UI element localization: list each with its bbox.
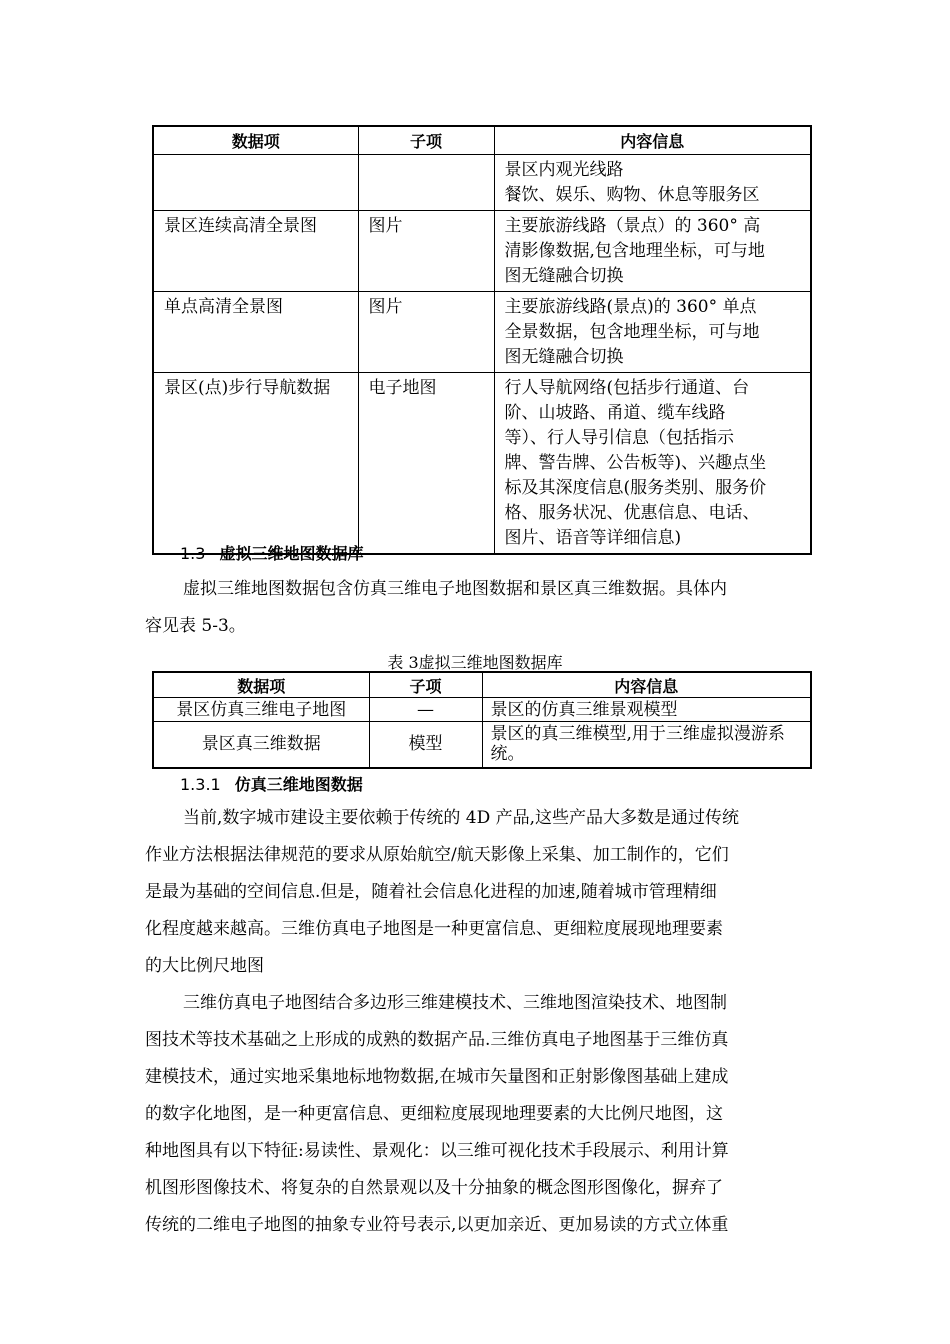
section-number: 1.3.1 bbox=[180, 775, 221, 794]
cell-content-line: 餐饮、娱乐、购物、休息等服务区 bbox=[504, 185, 760, 205]
paragraph-digital-city bbox=[145, 800, 810, 985]
header-data-item: 数据项 bbox=[153, 672, 369, 698]
cell-sub bbox=[358, 155, 494, 211]
cell-content-line: 格、服务状况、优惠信息、电话、 bbox=[504, 503, 760, 523]
paragraph-line: 的大比例尺地图 bbox=[145, 956, 264, 976]
paragraph-line: 化程度越来越高。三维仿真电子地图是一种更富信息、更细粒度展现地理要素 bbox=[145, 919, 723, 939]
table-row bbox=[153, 373, 811, 555]
paragraph-line: 图技术等技术基础之上形成的成熟的数据产品.三维仿真电子地图基于三维仿真 bbox=[145, 1030, 729, 1050]
cell-content bbox=[494, 211, 811, 292]
section-heading-1-3 bbox=[180, 541, 363, 564]
data-table-continued bbox=[152, 125, 812, 555]
section-heading-1-3-1 bbox=[180, 772, 363, 795]
paragraph-line: 容见表 5-3。 bbox=[145, 616, 246, 636]
cell-content-line: 图片、语音等详细信息) bbox=[504, 528, 682, 548]
cell-content-line: 图无缝融合切换 bbox=[504, 266, 624, 286]
cell-item: 景区(点)步行导航数据 bbox=[153, 373, 358, 555]
cell-content-line: 牌、警告牌、公告板等)、兴趣点坐 bbox=[504, 453, 767, 473]
cell-content-line: 行人导航网络(包括步行通道、台 bbox=[504, 378, 750, 398]
paragraph-line: 种地图具有以下特征:易读性、景观化：以三维可视化技术手段展示、利用计算 bbox=[145, 1141, 729, 1161]
cell-item: 景区仿真三维电子地图 bbox=[153, 698, 369, 722]
cell-content-line: 清影像数据,包含地理坐标，可与地 bbox=[504, 241, 765, 261]
cell-sub: 模型 bbox=[369, 722, 482, 768]
paragraph-line: 当前,数字城市建设主要依赖于传统的 4D 产品,这些产品大多数是通过传统 bbox=[183, 808, 740, 828]
table-row bbox=[153, 211, 811, 292]
table-row bbox=[153, 155, 811, 211]
cell-sub: 图片 bbox=[358, 292, 494, 373]
section-title: 虚拟三维地图数据库 bbox=[219, 544, 364, 563]
section-number: 1.3 bbox=[180, 544, 206, 563]
cell-item: 单点高清全景图 bbox=[153, 292, 358, 373]
paragraph-3d-map-features bbox=[145, 985, 810, 1244]
cell-sub: 图片 bbox=[358, 211, 494, 292]
paragraph-line: 建模技术，通过实地采集地标地物数据,在城市矢量图和正射影像图基础上建成 bbox=[145, 1067, 729, 1087]
cell-content-line: 图无缝融合切换 bbox=[504, 347, 624, 367]
cell-content-line: 景区内观光线路 bbox=[504, 160, 624, 180]
table-row bbox=[153, 292, 811, 373]
paragraph-line: 传统的二维电子地图的抽象专业符号表示,以更加亲近、更加易读的方式立体重 bbox=[145, 1215, 729, 1235]
table-header-row bbox=[153, 126, 811, 155]
header-sub-item: 子项 bbox=[358, 126, 494, 155]
table-header-row bbox=[153, 672, 811, 698]
paragraph-line: 的数字化地图，是一种更富信息、更细粒度展现地理要素的大比例尺地图，这 bbox=[145, 1104, 723, 1124]
table-row bbox=[153, 698, 811, 722]
cell-sub: 电子地图 bbox=[358, 373, 494, 555]
cell-content-line: 主要旅游线路（景点）的 360° 高 bbox=[504, 216, 761, 236]
header-content-info: 内容信息 bbox=[482, 672, 811, 698]
header-sub-item: 子项 bbox=[369, 672, 482, 698]
cell-content-line: 阶、山坡路、甬道、缆车线路 bbox=[504, 403, 726, 423]
cell-content-line: 标及其深度信息(服务类别、服务价 bbox=[504, 478, 767, 498]
cell-content-line: 等）、行人导引信息（包括指示 bbox=[504, 428, 734, 448]
cell-content bbox=[494, 155, 811, 211]
paragraph-line: 作业方法根据法律规范的要求从原始航空/航天影像上采集、加工制作的，它们 bbox=[145, 845, 729, 865]
cell-content: 景区的真三维模型,用于三维虚拟漫游系统。 bbox=[482, 722, 811, 768]
paragraph-line: 机图形图像技术、将复杂的自然景观以及十分抽象的概念图形图像化，摒弃了 bbox=[145, 1178, 723, 1198]
virtual-3d-map-table bbox=[152, 671, 812, 769]
header-content-info: 内容信息 bbox=[494, 126, 811, 155]
cell-sub: — bbox=[369, 698, 482, 722]
table-row bbox=[153, 722, 811, 768]
cell-content bbox=[494, 373, 811, 555]
section-title: 仿真三维地图数据 bbox=[234, 775, 363, 794]
cell-content bbox=[494, 292, 811, 373]
cell-content: 景区的仿真三维景观模型 bbox=[482, 698, 811, 722]
cell-content-line: 全景数据，包含地理坐标，可与地 bbox=[504, 322, 760, 342]
header-data-item: 数据项 bbox=[153, 126, 358, 155]
paragraph-line: 虚拟三维地图数据包含仿真三维电子地图数据和景区真三维数据。具体内 bbox=[183, 579, 727, 599]
cell-content-line: 主要旅游线路(景点)的 360° 单点 bbox=[504, 297, 757, 317]
paragraph-line: 是最为基础的空间信息.但是，随着社会信息化进程的加速,随着城市管理精细 bbox=[145, 882, 717, 902]
paragraph-line: 三维仿真电子地图结合多边形三维建模技术、三维地图渲染技术、地图制 bbox=[183, 993, 727, 1013]
cell-item: 景区真三维数据 bbox=[153, 722, 369, 768]
table-caption: 表 3虚拟三维地图数据库 bbox=[387, 653, 563, 672]
cell-item: 景区连续高清全景图 bbox=[153, 211, 358, 292]
paragraph-intro bbox=[145, 571, 810, 645]
cell-item bbox=[153, 155, 358, 211]
